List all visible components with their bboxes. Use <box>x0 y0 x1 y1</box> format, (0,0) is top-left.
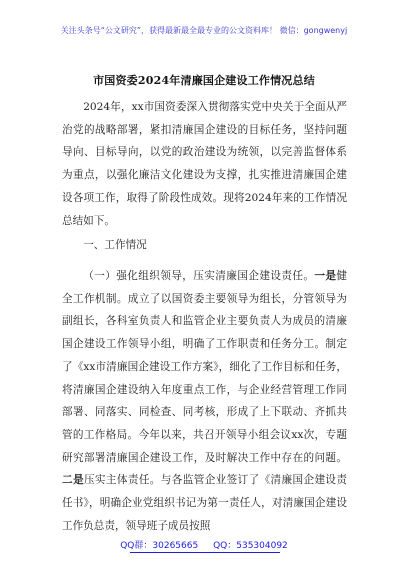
item1-bold1: 一是 <box>314 270 337 282</box>
footer-contact <box>0 538 408 551</box>
footer-underline <box>130 552 280 553</box>
item1-text2: 压实主体责任。与各监管企业签订了《清廉国企建设责任书》，明确企业党组织书记为第一责任人，对清廉国企建设工作负总责，领导班子成员按照 <box>62 474 347 532</box>
section1-heading: 一、工作情况 <box>83 239 147 251</box>
header-banner: 关注头条号“公文研究”，获得最新最全最专业的公文资料库！ 微信：gongwenyj <box>60 26 348 35</box>
item1-bold2: 二是 <box>62 474 84 487</box>
item1-text1: 健全工作机制。成立了以国资委主要领导为组长，分管领导为副组长，各科室负责人和监管企业主要负责人为成员的清廉国企建设工作领导小组，明确了工作职责和任务分工。制定了《xx市清廉国企建设工作方案》，细化了工作目标和任务，将清廉国企建设纳入年度重点工作，与企业经营管理工作同部署、同落实、同检查、同考核，形成了上下联动、齐抓共管的工作格局。今年以来，共召开领导小组会议xx次，专题研究部署清廉国企建设工作，及时解决工作中存在的问题。 <box>62 270 348 464</box>
document-title: 市国资委2024年清廉国企建设工作情况总结 <box>93 74 315 87</box>
item1-paragraph <box>62 265 347 537</box>
footer-qq: QQ：535304092 <box>213 541 288 551</box>
footer-qq-group: QQ群：30265665 <box>120 541 199 551</box>
intro-paragraph <box>62 96 347 232</box>
intro-text: 2024年，xx市国资委深入贯彻落实党中央关于全面从严治党的战略部署，紧扣清廉国企建设的目标任务，坚持问题导向、目标导向，以党的政治建设为统领，以完善监督体系为重点，以强化廉洁文化建设为支撑，扎实推进清廉国企建设各项工作，取得了阶段性成效。现将2024年来的工作情况总结如下。 <box>62 101 347 227</box>
item1-lead: （一）强化组织领导，压实清廉国企建设责任。 <box>83 270 315 282</box>
section-heading <box>62 234 347 257</box>
